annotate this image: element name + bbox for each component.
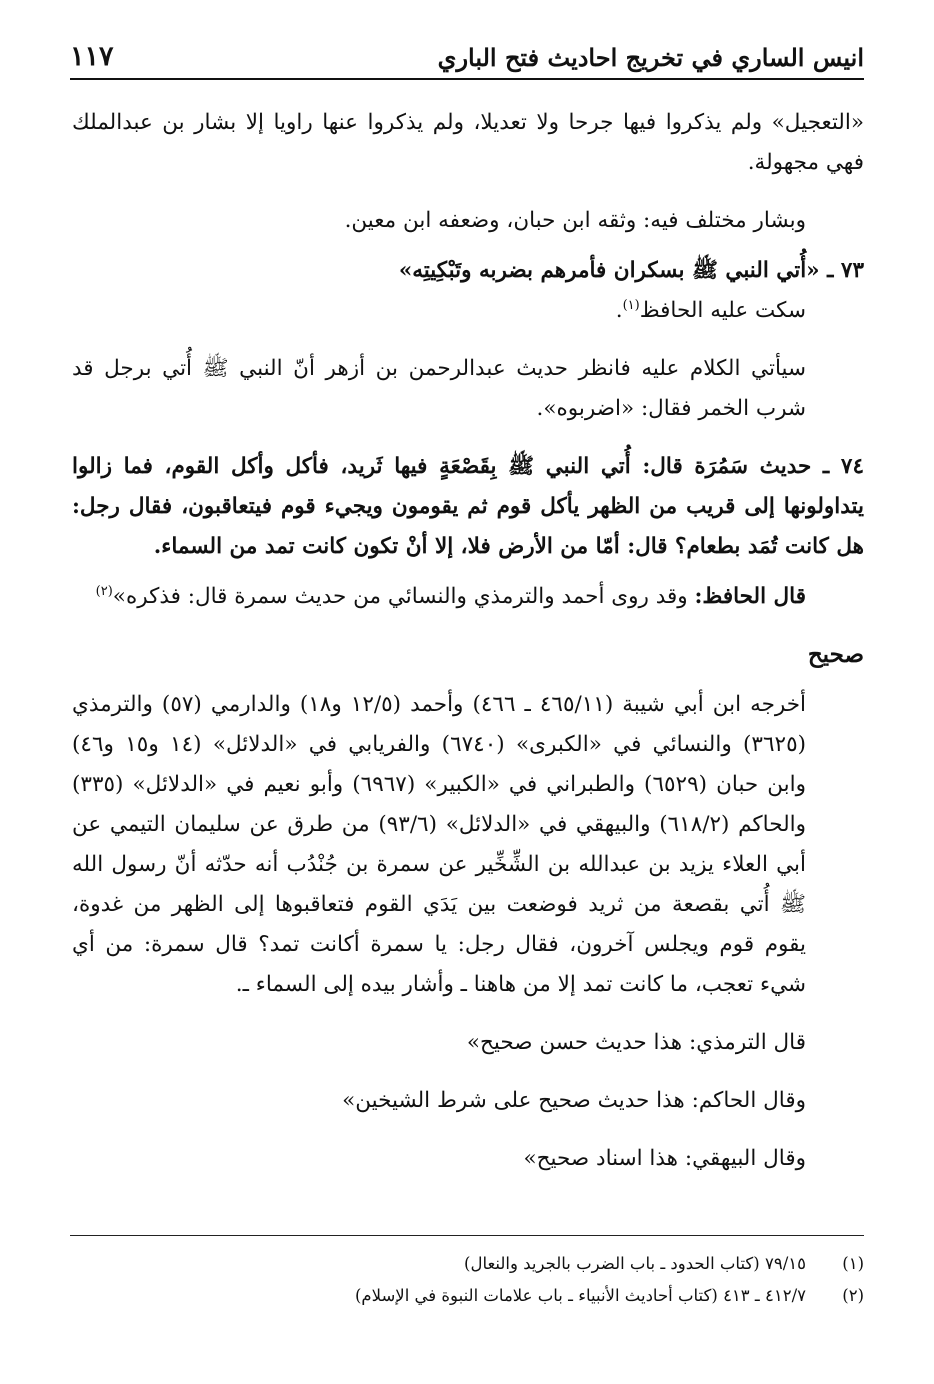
tirmidhi-verdict-text: هذا حديث حسن صحيح» [466,1030,683,1055]
footnote-marker-1: (١) [622,297,640,313]
hafiz-silent-note: سكت عليه الحافظ$^{(١)}$. [615,297,806,323]
page-number: ١١٧ [70,41,114,72]
tirmidhi-label: قال الترمذي: [688,1030,806,1055]
grading-heading: صحيح [807,641,864,668]
hakim-label: وقال الحاكم: [691,1088,806,1113]
footnote-marker-2: (٢) [95,583,113,599]
paragraph-see-later: سيأتي الكلام عليه فانظر حديث عبدالرحمن بن أزهر أنّ النبي ﷺ أُتي برجل قد شرب الخمر فقال: «اضربوه». [72,356,806,421]
footnote-1 [70,1248,864,1280]
bayhaqi-label: وقال البيهقي: [684,1146,806,1171]
footnote-1-number: (١) [842,1254,864,1273]
paragraph-tajil: «التعجيل» ولم يذكروا فيها جرحا ولا تعديلا، ولم يذكروا عنها راويا إلا بشار بن عبدالملك فهي مجهولة. [72,110,864,175]
bayhaqi-verdict-text: هذا اسناد صحيح» [523,1146,679,1171]
footnotes-section [70,1235,864,1312]
hafiz-statement-text: وقد روى أحمد والترمذي والنسائي من حديث سمرة قال: فذكره» [112,584,688,609]
footnote-2-text: ٤١٢/٧ ـ ٤١٣ (كتاب أحاديث الأنبياء ـ باب علامات النبوة في الإسلام) [354,1286,806,1305]
footnote-2-number: (٢) [842,1286,864,1305]
hadith-74-text: ٧٤ ـ حديث سَمُرَة قال: أُتي النبي ﷺ بِقَصْعَةٍ فيها ثَريد، فأكل وأكل القوم، فما زالوا يتداولونها إلى قريب من الظهر يأكل قوم ثم يقومون ويجيء قوم فيتعاقبون، فقال رجل: هل كانت تُمَد بطعام؟ قال: أمّا من الأرض فلا، إلا أنْ تكون كانت تمد من السماء. [72,454,864,559]
footnote-1-text: ٧٩/١٥ (كتاب الحدود ـ باب الضرب بالجريد والنعال) [464,1254,806,1273]
hafiz-label: قال الحافظ: [694,584,806,609]
takhrij-paragraph: أخرجه ابن أبي شيبة (٤٦٥/١١ ـ ٤٦٦) وأحمد (١٢/٥ و١٨) والدارمي (٥٧) والترمذي (٣٦٢٥) والنسائي في «الكبرى» (٦٧٤٠) والفريابي في «الدلائل» (١٤ و١٥ و٤٦) وابن حبان (٦٥٢٩) والطبراني في «الكبير» (٦٩٦٧) وأبو نعيم في «الدلائل» (٣٣٥) والحاكم (٦١٨/٢) والبيهقي في «الدلائل» (٩٣/٦) من طرق عن سليمان التيمي عن أبي العلاء يزيد بن عبدالله بن الشِّخِّير عن سمرة بن جُنْدُب أنه حدّثه أنّ رسول الله ﷺ أُتي بقصعة من ثريد فوضعت بين يَدَي القوم فتعاقبوها إلى الظهر من غدوة، يقوم قوم ويجلس آخرون، فقال رجل: يا سمرة أكانت تمد؟ قال سمرة: من أي شيء تعجب، ما كانت تمد إلا من هاهنا ـ وأشار بيده إلى السماء ـ. [72,692,807,997]
running-header [70,36,864,80]
footnote-2 [70,1280,864,1312]
bayhaqi-verdict [72,1139,864,1179]
hadith-73-heading: ٧٣ ـ «أُتي النبي ﷺ بسكران فأمرهم بضربه وتَبْكِيتِه» [398,258,864,283]
hafiz-silent-text: سكت عليه الحافظ [639,298,806,323]
main-text [72,103,864,1179]
hakim-verdict-text: هذا حديث صحيح على شرط الشيخين» [342,1088,685,1113]
running-title: انيس الساري في تخريج احاديث فتح الباري [437,43,864,72]
hafiz-statement [72,577,864,617]
hakim-verdict [72,1081,864,1121]
paragraph-bashar: وبشار مختلف فيه: وثقه ابن حبان، وضعفه ابن معين. [344,208,806,233]
tirmidhi-verdict [72,1023,864,1063]
